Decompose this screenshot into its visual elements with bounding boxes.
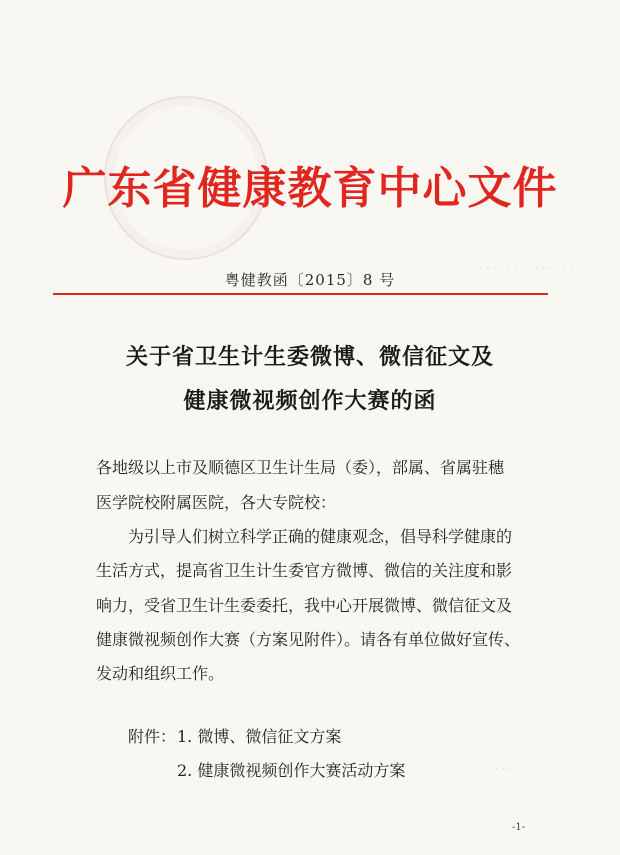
attachments-label: 附件： xyxy=(128,727,177,746)
bleed-through-text: · · · · · · · · · · · · · · · · xyxy=(465,262,574,275)
subject-title-line-1: 关于省卫生计生委微博、微信征文及 xyxy=(125,344,494,370)
header-divider xyxy=(53,293,548,295)
body-paragraph-line: 为引导人们树立科学正确的健康观念，倡导科学健康的 xyxy=(128,527,513,546)
body-paragraph-line: 健康微视频创作大赛（方案见附件）。请各有单位做好宣传、 xyxy=(96,630,521,649)
subject-title-line-2: 健康微视频创作大赛的函 xyxy=(183,388,437,414)
attachment-item: 1. 微博、微信征文方案 xyxy=(177,727,342,746)
document-header-title: 广东省健康教育中心文件 xyxy=(62,163,558,214)
bleed-through-text: · · · · · · · · · xyxy=(488,762,548,775)
recipients-line-1: 各地级以上市及顺德区卫生计生局（委），部属、省属驻穗 xyxy=(96,458,505,477)
attachment-item: 2. 健康微视频创作大赛活动方案 xyxy=(177,761,406,780)
page-number: -1- xyxy=(512,822,526,833)
body-paragraph-line: 生活方式，提高省卫生计生委官方微博、微信的关注度和影 xyxy=(96,561,513,580)
body-paragraph-line: 响力，受省卫生计生委委托，我中心开展微博、微信征文及 xyxy=(96,596,513,615)
document-number: 粤健教函〔2015〕8 号 xyxy=(224,271,396,289)
recipients-line-2: 医学院校附属医院，各大专院校： xyxy=(96,493,337,512)
body-paragraph-line: 发动和组织工作。 xyxy=(96,664,225,683)
